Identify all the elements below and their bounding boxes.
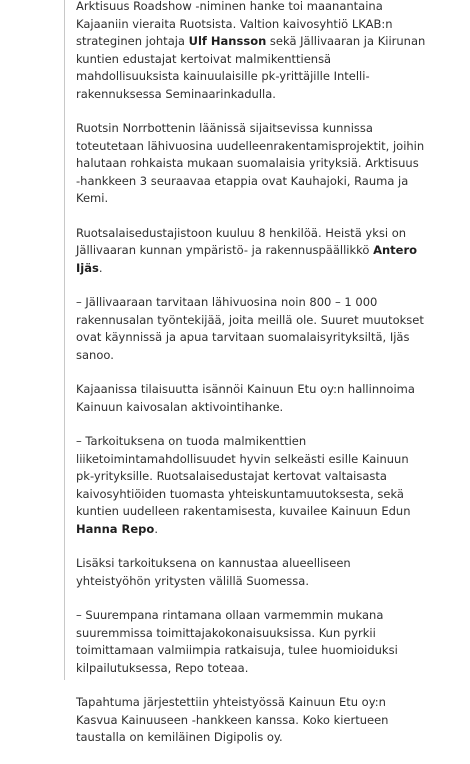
person-name: Hanna Repo	[76, 521, 155, 536]
paragraph	[76, 294, 426, 364]
paragraph-text: Lisäksi tarkoituksena on kannustaa alueelliseen yhteistyöhön yritysten välillä Suomessa.	[76, 556, 351, 588]
paragraph-text: – Jällivaaraan tarvitaan lähivuosina noin 800 – 1 000 rakennusalan työntekijää, joita meillä ole. Suuret muutokset ovat käynnissä ja apua tarvitaan suomalaisyrityksiltä, Ijäs sanoo.	[76, 295, 424, 362]
article-body	[76, 0, 426, 764]
paragraph	[76, 555, 426, 590]
content-left-border	[64, 0, 65, 680]
paragraph	[76, 694, 426, 747]
paragraph-text: Kajaanissa tilaisuutta isännöi Kainuun Etu oy:n hallinnoima Kainuun kaivosalan aktivointihanke.	[76, 382, 415, 414]
paragraph-text: .	[154, 521, 158, 536]
paragraph-text: sekä Jällivaaran ja Kiirunan kuntien edustajat kertoivat malmikenttiensä mahdollisuuksista kainuulaisille pk-yrittäjille Intelli-rakennuksessa Seminaarinkadulla.	[76, 34, 426, 101]
paragraph-text: Ruotsin Norrbottenin läänissä sijaitsevissa kunnissa toteutetaan lähivuosina uudelleenrakentamisprojektit, joihin halutaan rohkaista mukaan suomalaisia yrityksiä. Arktisuus -hankkeen 3 seuraavaa etappia ovat Kauhajoki, Rauma ja Kemi.	[76, 121, 425, 205]
person-name: Antero Ijäs	[76, 243, 418, 275]
paragraph	[76, 120, 426, 208]
paragraph-text: Ruotsalaisedustajistoon kuuluu 8 henkilöä. Heistä yksi on Jällivaaran kunnan ympäristö- ja rakennuspäällikkö	[76, 225, 407, 257]
paragraph-text: – Suurempana rintamana ollaan varmemmin mukana suuremmissa toimittajakokonaisuuksissa. Kun pyrkii toimittamaan valmiimpia ratkaisuja, tulee huomioiduksi kilpailutuksessa, Repo toteaa.	[76, 608, 398, 675]
person-name: Ulf Hansson	[188, 34, 267, 48]
paragraph	[76, 0, 426, 103]
paragraph	[76, 433, 426, 538]
paragraph-text: – Tarkoituksena on tuoda malmikenttien liiketoimintamahdollisuudet hyvin selkeästi esille Kainuun pk-yrityksille. Ruotsalaisedustajat kertovat valtaisasta kaivosyhtiöiden tuomasta yhteiskuntamuutoksesta, sekä kuntien uudelleen rakentamisesta, kuvailee Kainuun Edun	[76, 434, 411, 518]
paragraph-text: Arktisuus Roadshow -niminen hanke toi maanantaina Kajaaniin vieraita Ruotsista. Valtion kaivosyhtiö LKAB:n strateginen johtaja	[76, 0, 393, 48]
paragraph	[76, 607, 426, 677]
paragraph-text: .	[98, 260, 103, 275]
paragraph	[76, 381, 426, 416]
paragraph	[76, 225, 426, 278]
paragraph-text: Tapahtuma järjestettiin yhteistyössä Kainuun Etu oy:n Kasvua Kainuuseen -hankkeen kanssa. Koko kiertueen taustalla on kemiläinen Digipolis oy.	[76, 695, 389, 744]
